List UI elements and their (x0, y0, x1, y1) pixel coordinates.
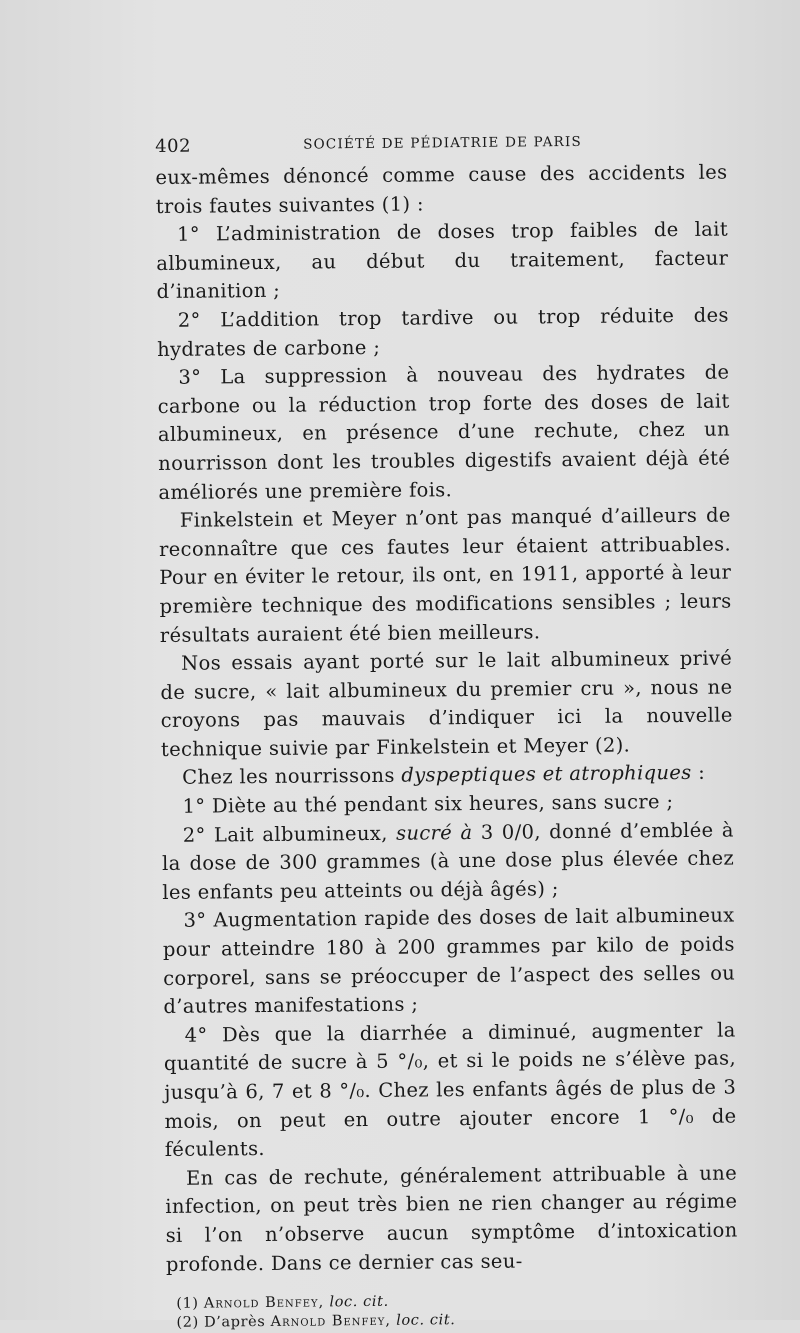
paragraph-9-pre: 2° Lait albumineux, (182, 821, 397, 847)
footnote-2-pre: D’après (203, 1314, 266, 1331)
running-head: SOCIÉTÉ DE PÉDIATRIE DE PARIS (303, 133, 583, 153)
page-number: 402 (155, 135, 192, 157)
footnote-2-author: Arnold Benfey, (270, 1312, 392, 1331)
footnote-2 (176, 1309, 738, 1333)
body-text (155, 159, 738, 1280)
page-header (155, 123, 727, 164)
paragraph-2: 1° L’administration de doses trop faibles de lait albumineux, au début du traitement, facteur d’inanition ; (156, 217, 729, 304)
paragraph-4: 3° La suppression à nouveau des hydrates de carbone ou la réduction trop forte des doses de lait albumineux, en présence d’une rechute, chez un nourrisson dont les troubles digestifs avaient déjà été améliorés une première fois. (157, 360, 731, 504)
footnote-2-ref: loc. cit. (396, 1312, 456, 1329)
paragraph-6: Nos essais ayant porté sur le lait albumineux privé de sucre, « lait albumineux du premier cru », nous ne croyons pas mauvais d’indiquer ici la nouvelle technique suivie par Finkelstein et Meyer (2). (160, 646, 733, 761)
paragraph-3: 2° L’addition trop tardive ou trop réduite des hydrates de carbone ; (157, 303, 729, 361)
paragraph-10: 3° Augmentation rapide des doses de lait albumineux pour atteindre 180 à 200 grammes par kilo de poids corporel, sans se préoccuper de l’aspect des selles ou d’autres manifestations ; (162, 903, 736, 1019)
paragraph-9 (162, 816, 735, 907)
footnotes (166, 1290, 738, 1333)
footnote-1-mark: (1) (176, 1295, 199, 1313)
paragraph-7-pre: Chez les nourrissons (182, 764, 402, 790)
paragraph-7-post: : (691, 761, 706, 785)
paragraph-7-italic: dyspeptiques et atrophiques (401, 761, 692, 788)
paragraph-9-italic: sucré à (395, 820, 473, 845)
paragraph-12: En cas de rechute, généralement attribuable à une infection, on peut très bien ne rien changer au régime si l’on n’observe aucun symptôme d’intoxication profonde. Dans ce dernier cas seu- (165, 1161, 738, 1276)
paragraph-5: Finkelstein et Meyer n’ont pas manqué d’ailleurs de reconnaître que ces fautes leur étaient attribuables. Pour en éviter le retour, ils ont, en 1911, apporté à leur première technique des modifications sensibles ; leurs résultats auraient été bien meilleurs. (158, 503, 732, 647)
paragraph-1: eux-mêmes dénoncé comme cause des accidents les trois fautes suivantes (1) : (155, 160, 728, 218)
paragraph-8: 1° Diète au thé pendant six heures, sans sucre ; (182, 790, 674, 818)
paragraph-11: 4° Dès que la diarrhée a diminué, augmenter la quantité de sucre à 5 °/₀, et si le poids ne s’élève pas, jusqu’à 6, 7 et 8 °/₀. Chez les enfants âgés de plus de 3 mois, on peut en outre ajouter encore 1 °/₀ de féculents. (163, 1018, 737, 1162)
paragraph-9-post: 3 0/0, donné d’emblée à la dose de 300 grammes (à une dose plus élevée chez les enfants peu atteints ou déjà âgés) ; (161, 818, 735, 904)
text-block (155, 123, 739, 1333)
footnote-2-mark: (2) (176, 1314, 199, 1332)
footnote-1-author: Arnold Benfey, (203, 1294, 325, 1312)
footnote-1-ref: loc. cit. (329, 1293, 389, 1311)
